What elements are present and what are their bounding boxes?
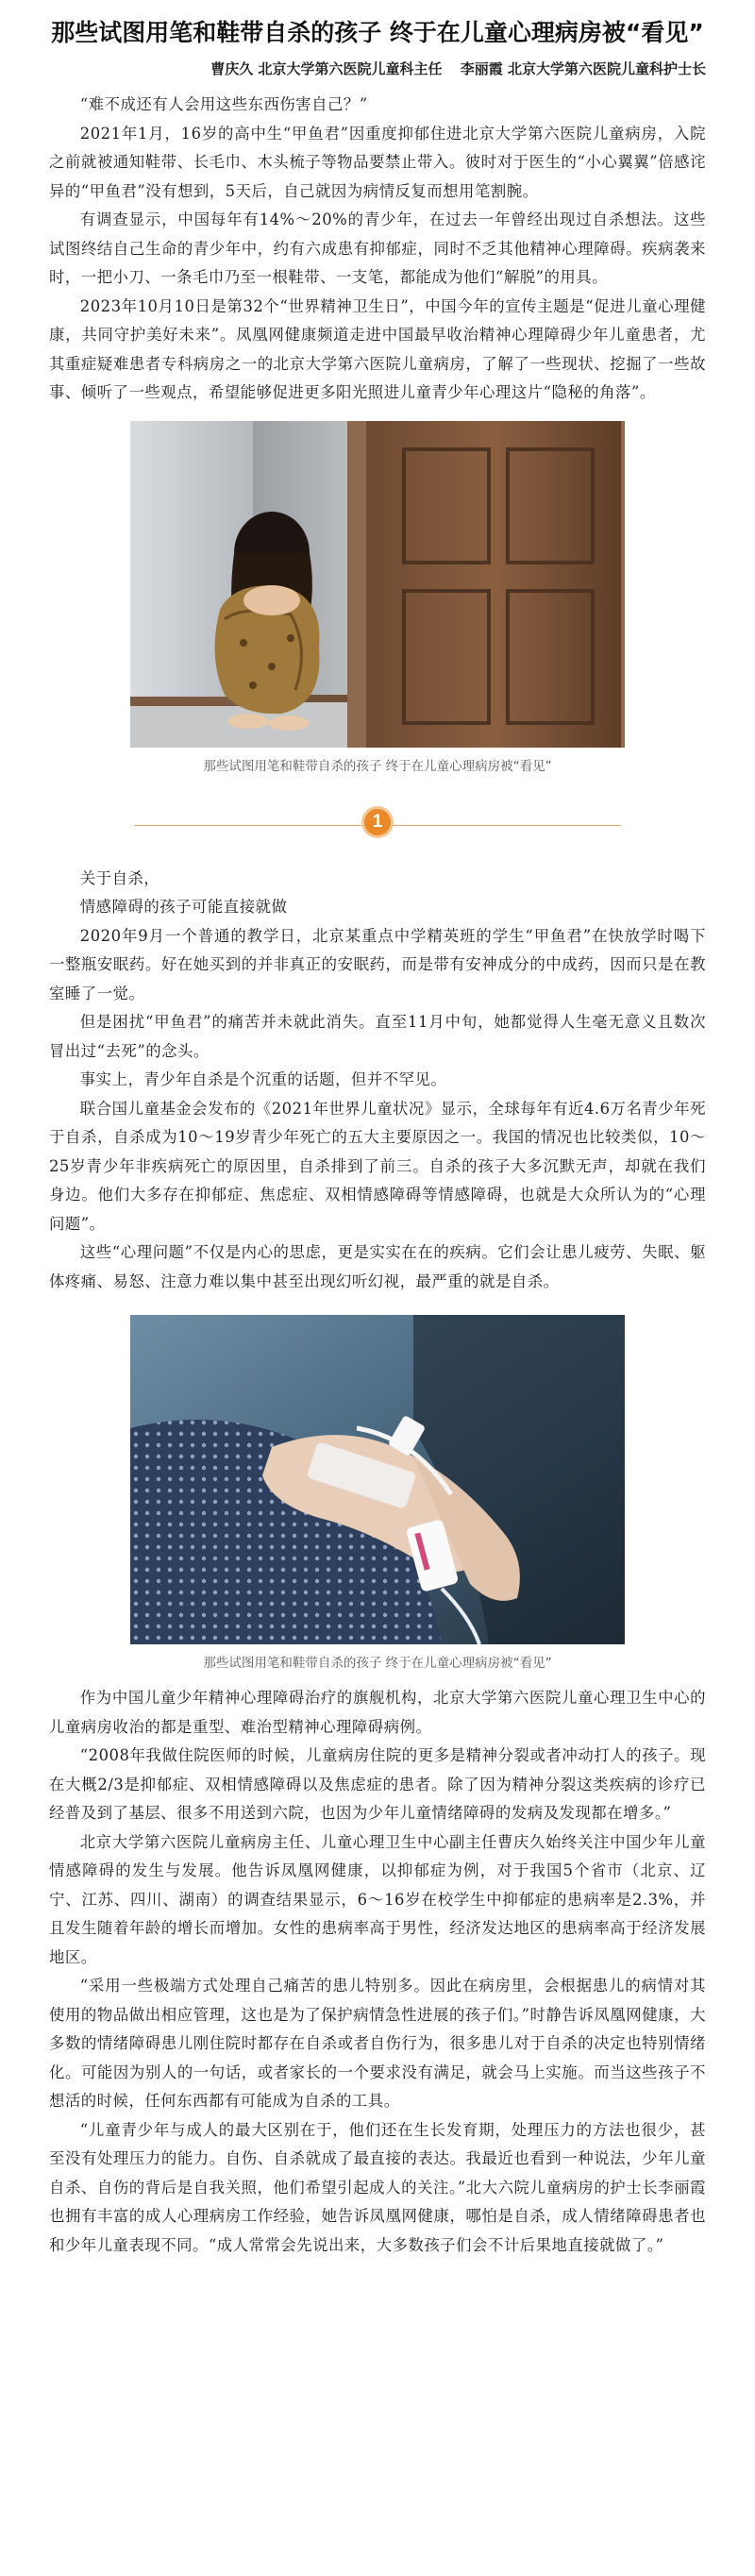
- paragraph: 2021年1月，16岁的高中生“甲鱼君”因重度抑郁住进北京大学第六医院儿童病房，入院之前就被通知鞋带、长毛巾、木头梳子等物品要禁止带入。彼时对于医生的“小心翼翼”倍感诧异的“甲鱼君”没有想到，5天后，自己就因为病情反复而想用笔割腕。: [49, 124, 706, 200]
- section-number-badge: 1: [361, 806, 394, 838]
- iv-hand-illustration: [130, 1315, 625, 1644]
- paragraph: “儿童青少年与成人的最大区别在于，他们还在生长发育期，处理压力的方法也很少，甚至没有处理压力的能力。自伤、自杀就成了最直接的表达。我最近也看到一种说法，少年儿童自杀、自伤的背后是自我关照，他们希望引起成人的关注。”北大六院儿童病房的护士长李丽霞也拥有丰富的成人心理病房工作经验，她告诉凤凰网健康，哪怕是自杀，成人情绪障碍患者也和少年儿童表现不同。“成人常常会先说出来，大多数孩子们会不计后果地直接就做了。”: [49, 2120, 706, 2254]
- paragraph: 有调查显示，中国每年有14%～20%的青少年，在过去一年曾经出现过自杀想法。这些试图终结自己生命的青少年中，约有六成患有抑郁症，同时不乏其他精神心理障碍。疾病袭来时，一把小刀、一条毛巾乃至一根鞋带、一支笔，都能成为他们“解脱”的用具。: [49, 210, 706, 286]
- article-title: 那些试图用笔和鞋带自杀的孩子 终于在儿童心理病房被“看见”: [51, 19, 704, 46]
- iv-hand-photo: [130, 1315, 625, 1644]
- section-heading-line: 情感障碍的孩子可能直接就做: [79, 898, 288, 916]
- paragraph: 2020年9月一个普通的教学日，北京某重点中学精英班的学生“甲鱼君”在快放学时喝下一整瓶安眠药。好在她买到的并非真正的安眠药，而是带有安神成分的中成药，因而只是在教室睡了一觉。: [49, 926, 706, 1002]
- section-divider: [0, 806, 755, 844]
- byline-author-1: 曹庆久 北京大学第六医院儿童科主任: [210, 60, 443, 77]
- child-in-corner-illustration: [130, 421, 625, 748]
- paragraph: 事实上，青少年自杀是个沉重的话题，但并不罕见。: [79, 1070, 447, 1088]
- photo-caption-1: 那些试图用笔和鞋带自杀的孩子 终于在儿童心理病房被“看见”: [203, 758, 552, 774]
- section-heading-line: 关于自杀，: [79, 868, 160, 887]
- paragraph: 这些“心理问题”不仅是内心的思虑，更是实实在在的疾病。它们会让患儿疲劳、失眠、躯体疼痛、易怒、注意力难以集中甚至出现幻听幻视，最严重的就是自杀。: [49, 1243, 706, 1290]
- paragraph: 作为中国儿童少年精神心理障碍治疗的旗舰机构，北京大学第六医院儿童心理卫生中心的儿童病房收治的都是重型、难治型精神心理障碍病例。: [49, 1689, 706, 1736]
- intro-section: [0, 91, 755, 408]
- byline-author-2: 李丽霞 北京大学第六医院儿童科护士长: [460, 60, 706, 77]
- section-1: [0, 865, 755, 1297]
- paragraph: “采用一些极端方式处理自己痛苦的患儿特别多。因此在病房里，会根据患儿的病情对其使用的物品做出相应管理，这也是为了保护病情急性进展的孩子们。”时静告诉凤凰网健康，大多数的情绪障碍患儿刚住院时都存在自杀或者自伤行为，很多患儿对于自杀的决定也特别情绪化。可能因为别人的一句话，或者家长的一个要求没有满足，就会马上实施。而当这些孩子不想活的时候，任何东西都有可能成为自杀的工具。: [49, 1977, 706, 2110]
- child-in-corner-photo: [130, 421, 625, 748]
- section-2: [0, 1684, 755, 2260]
- paragraph: 2023年10月10日是第32个“世界精神卫生日”，中国今年的宣传主题是“促进儿童心理健康，共同守护美好未来”。凤凰网健康频道走进中国最早收治精神心理障碍少年儿童患者，尤其重症疑难患者专科病房之一的北京大学第六医院儿童病房，了解了一些现状、挖掘了一些故事、倾听了一些观点，希望能够促进更多阳光照进儿童青少年心理这片“隐秘的角落”。: [49, 296, 706, 401]
- paragraph: “难不成还有人会用这些东西伤害自己？”: [79, 95, 368, 113]
- paragraph: 北京大学第六医院儿童病房主任、儿童心理卫生中心副主任曹庆久始终关注中国少年儿童情感障碍的发生与发展。他告诉凤凰网健康，以抑郁症为例，对于我国5个省市（北京、辽宁、江苏、四川、湖南）的调查结果显示，6～16岁在校学生中抑郁症的患病率是2.3%，并且发生随着年龄的增长而增加。女性的患病率高于男性，经济发达地区的患病率高于经济发展地区。: [49, 1832, 706, 1966]
- paragraph: “2008年我做住院医师的时候，儿童病房住院的更多是精神分裂或者冲动打人的孩子。现在大概2/3是抑郁症、双相情感障碍以及焦虑症的患者。除了因为精神分裂这类疾病的诊疗已经普及到了基层、很多不用送到六院，也因为少年儿童情绪障碍的发病及发现都在增多。”: [49, 1746, 706, 1822]
- byline: [0, 49, 755, 79]
- photo-caption-2: 那些试图用笔和鞋带自杀的孩子 终于在儿童心理病房被“看见”: [203, 1656, 552, 1671]
- paragraph: 联合国儿童基金会发布的《2021年世界儿童状况》显示，全球每年有近4.6万名青少年死于自杀，自杀成为10～19岁青少年死亡的五大主要原因之一。我国的情况也比较类似，10～25岁青少年非疾病死亡的原因里，自杀排到了前三。自杀的孩子大多沉默无声，却就在我们身边。他们大多存在抑郁症、焦虑症、双相情感障碍等情感障碍，也就是大众所认为的“心理问题”。: [49, 1099, 706, 1233]
- paragraph: 但是困扰“甲鱼君”的痛苦并未就此消失。直至11月中旬，她都觉得人生毫无意义且数次冒出过“去死”的念头。: [49, 1013, 706, 1060]
